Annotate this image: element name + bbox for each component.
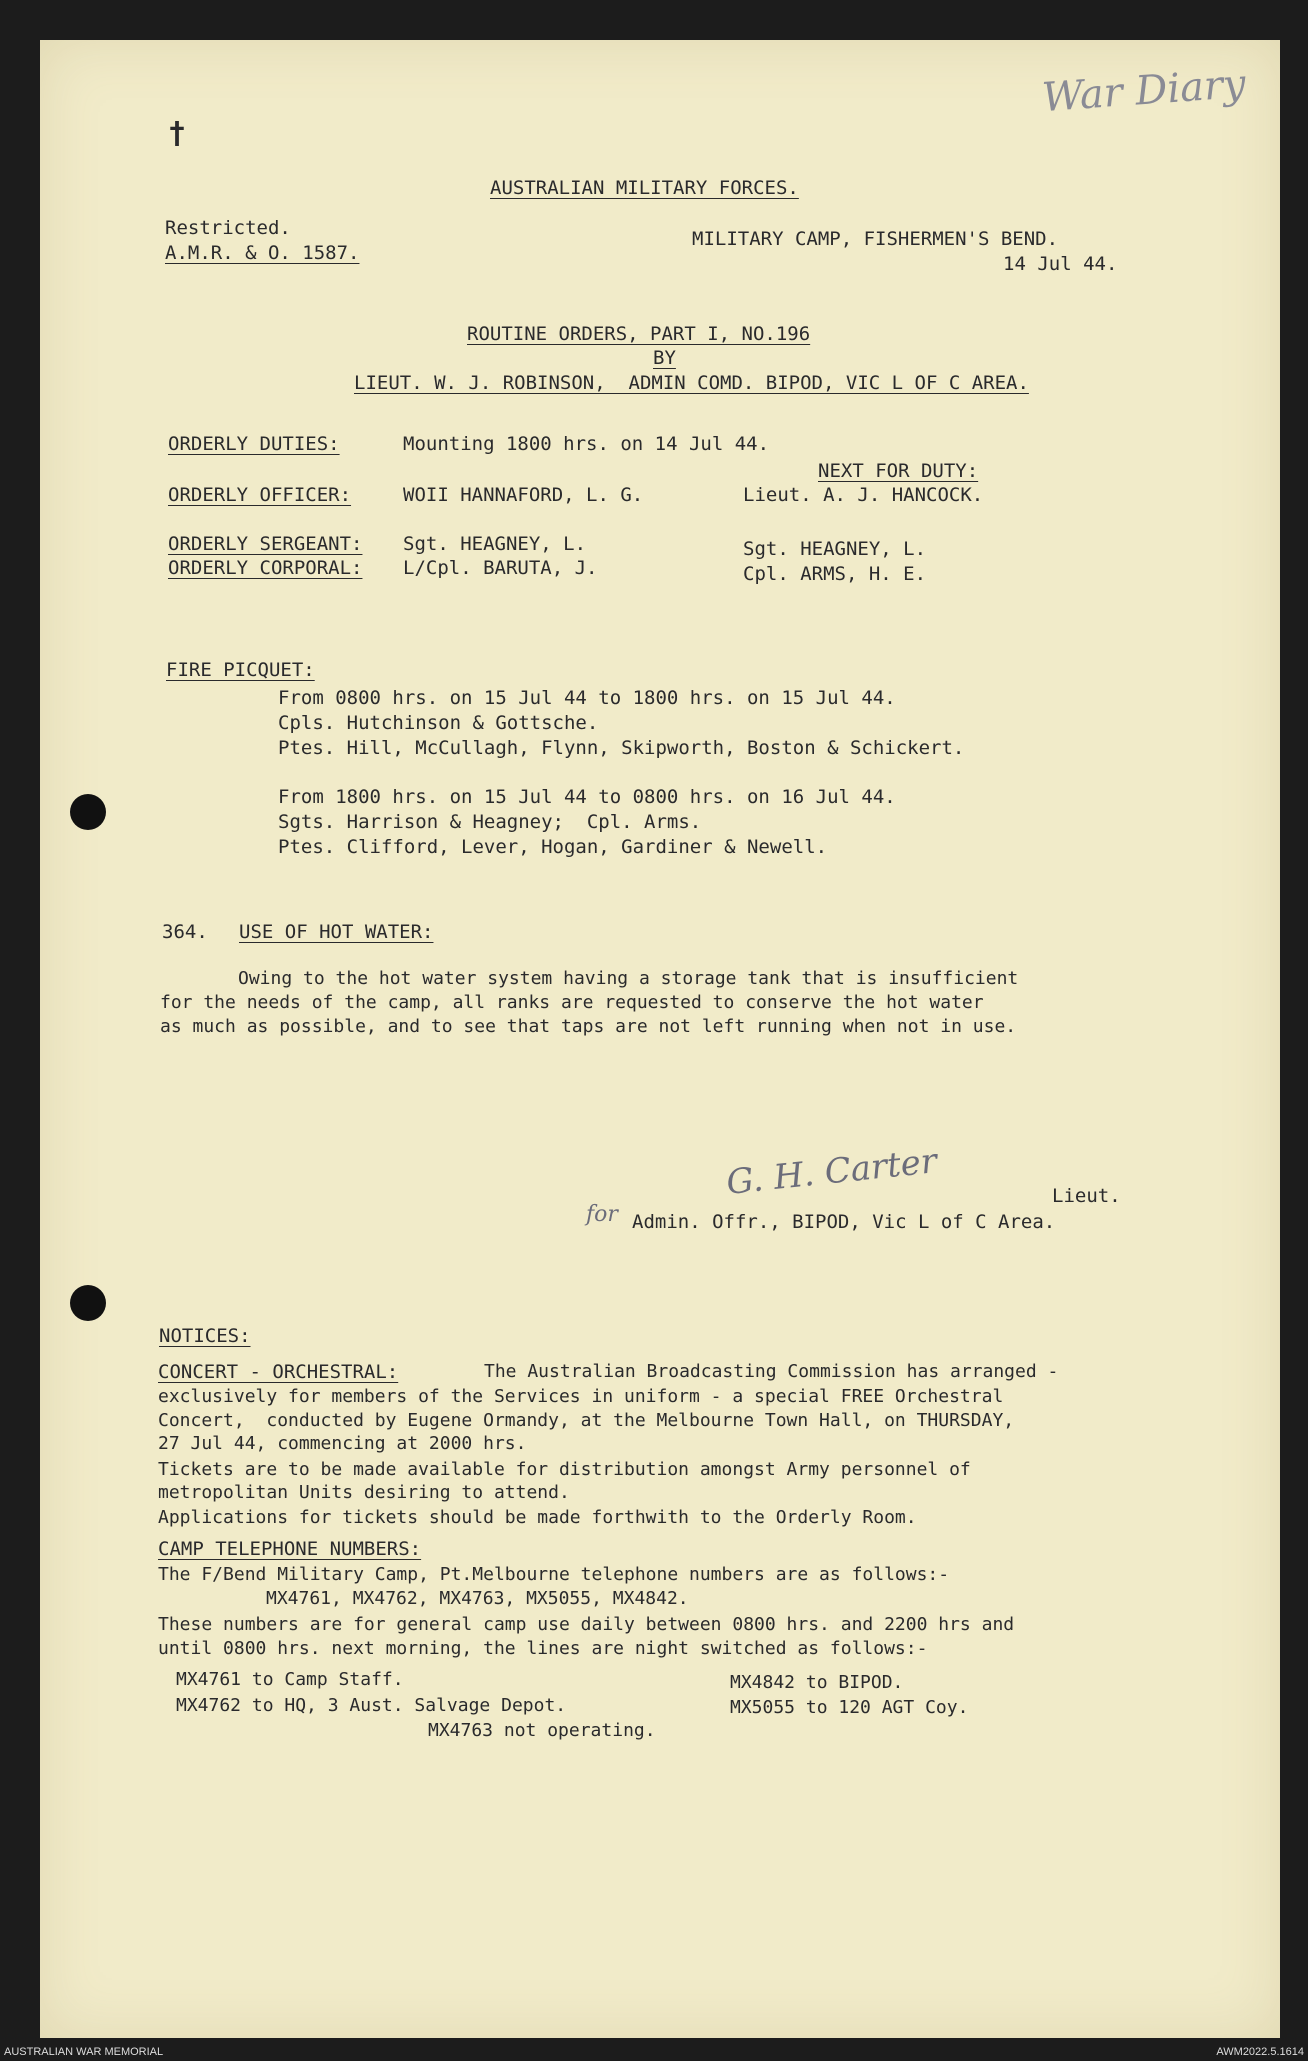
orders-title: ROUTINE ORDERS, PART I, NO.196	[467, 323, 811, 345]
orderly-corporal-label: ORDERLY CORPORAL:	[168, 557, 363, 579]
orderly-officer-next: Lieut. A. J. HANCOCK.	[743, 484, 984, 506]
orderly-sergeant-next: Sgt. HEAGNEY, L.	[743, 538, 927, 560]
item-title: USE OF HOT WATER:	[239, 921, 434, 943]
orderly-corporal-value: L/Cpl. BARUTA, J.	[403, 557, 598, 579]
reference: A.M.R. & O. 1587.	[165, 242, 360, 264]
location: MILITARY CAMP, FISHERMEN'S BEND.	[692, 228, 1059, 250]
footer-right: AWM2022.5.1614	[1216, 2046, 1304, 2058]
fire-picquet-line: From 1800 hrs. on 15 Jul 44 to 0800 hrs. on 16 Jul 44.	[278, 786, 896, 808]
phone-line: These numbers are for general camp use daily between 0800 hrs. and 2200 hrs and	[158, 1614, 1015, 1635]
switch-left: MX4762 to HQ, 3 Aust. Salvage Depot.	[176, 1695, 567, 1716]
switch-left: MX4761 to Camp Staff.	[176, 1669, 404, 1690]
war-diary-annotation: War Diary	[1040, 60, 1248, 122]
fire-picquet-line: Cpls. Hutchinson & Gottsche.	[278, 712, 599, 734]
fire-picquet-line: Ptes. Clifford, Lever, Hogan, Gardiner & Newell.	[278, 836, 828, 858]
orderly-sergeant-label: ORDERLY SERGEANT:	[168, 533, 363, 555]
orderly-corporal-next: Cpl. ARMS, H. E.	[743, 563, 927, 585]
concert-line: 27 Jul 44, commencing at 2000 hrs.	[158, 1433, 527, 1454]
next-for-duty-label: NEXT FOR DUTY:	[818, 460, 979, 482]
item-line: as much as possible, and to see that taps are not left running when not in use.	[160, 1016, 1017, 1037]
signature-appointment: Admin. Offr., BIPOD, Vic L of C Area.	[632, 1211, 1056, 1233]
item-line: Owing to the hot water system having a storage tank that is insufficient	[238, 968, 1019, 989]
switch-right: MX5055 to 120 AGT Coy.	[730, 1697, 969, 1718]
fire-picquet-line: Sgts. Harrison & Heagney; Cpl. Arms.	[278, 811, 702, 833]
phone-title: CAMP TELEPHONE NUMBERS:	[158, 1538, 422, 1560]
concert-line: metropolitan Units desiring to attend.	[158, 1482, 570, 1503]
orderly-officer-label: ORDERLY OFFICER:	[168, 484, 352, 506]
concert-line: Tickets are to be made available for distribution amongst Army personnel of	[158, 1459, 971, 1480]
fire-picquet-line: Ptes. Hill, McCullagh, Flynn, Skipworth, Boston & Schickert.	[278, 737, 965, 759]
orders-by: BY	[653, 347, 676, 369]
orderly-duties-label: ORDERLY DUTIES:	[168, 433, 340, 455]
signature-rank: Lieut.	[1052, 1185, 1121, 1207]
signature-per: for	[586, 1202, 618, 1227]
concert-line: The Australian Broadcasting Commission has arranged -	[484, 1361, 1059, 1382]
orderly-sergeant-value: Sgt. HEAGNEY, L.	[403, 533, 587, 555]
document-title: AUSTRALIAN MILITARY FORCES.	[490, 177, 799, 199]
punch-hole	[70, 1285, 106, 1321]
classification: Restricted.	[165, 217, 291, 239]
item-line: for the needs of the camp, all ranks are requested to conserve the hot water	[160, 992, 984, 1013]
concert-line: Concert, conducted by Eugene Ormandy, at the Melbourne Town Hall, on THURSDAY,	[158, 1410, 1015, 1431]
orderly-duties-value: Mounting 1800 hrs. on 14 Jul 44.	[403, 433, 770, 455]
fire-picquet-line: From 0800 hrs. on 15 Jul 44 to 1800 hrs. on 15 Jul 44.	[278, 687, 896, 709]
switch-last: MX4763 not operating.	[428, 1720, 656, 1741]
orders-issuer: LIEUT. W. J. ROBINSON, ADMIN COMD. BIPOD, VIC L OF C AREA.	[354, 372, 1029, 394]
switch-right: MX4842 to BIPOD.	[730, 1672, 904, 1693]
handwritten-signature: G. H. Carter	[724, 1141, 939, 1203]
phone-line: The F/Bend Military Camp, Pt.Melbourne telephone numbers are as follows:-	[158, 1564, 950, 1585]
footer-left: AUSTRALIAN WAR MEMORIAL	[4, 2046, 164, 2058]
concert-title: CONCERT - ORCHESTRAL:	[158, 1361, 399, 1383]
orderly-officer-value: WOII HANNAFORD, L. G.	[403, 484, 644, 506]
concert-line: exclusively for members of the Services in uniform - a special FREE Orchestral	[158, 1386, 1004, 1407]
item-number: 364.	[162, 921, 208, 943]
mark-glyph: †	[168, 116, 187, 151]
date: 14 Jul 44.	[1003, 253, 1118, 275]
document-page	[40, 40, 1280, 2038]
phone-line: until 0800 hrs. next morning, the lines are night switched as follows:-	[158, 1638, 928, 1659]
phone-line: MX4761, MX4762, MX4763, MX5055, MX4842.	[266, 1588, 689, 1609]
notices-label: NOTICES:	[159, 1325, 251, 1347]
fire-picquet-label: FIRE PICQUET:	[166, 659, 315, 681]
concert-line: Applications for tickets should be made forthwith to the Orderly Room.	[158, 1507, 917, 1528]
punch-hole	[70, 794, 106, 830]
